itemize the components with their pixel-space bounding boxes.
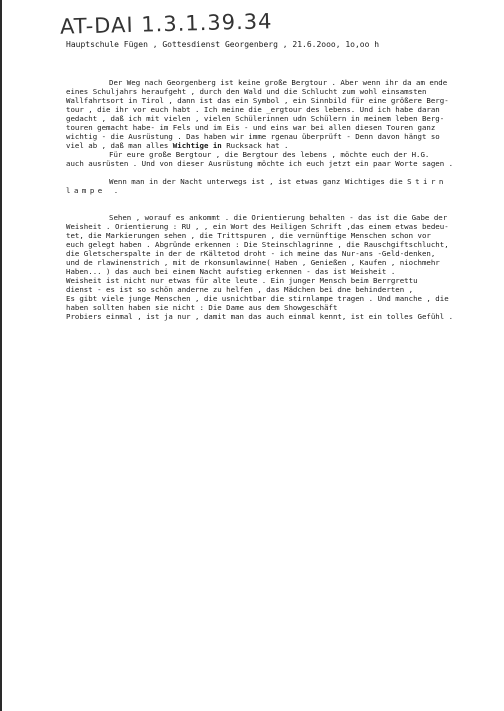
text-line: Der Weg nach Georgenberg ist keine große Bergtour . Aber wenn ihr da am ende: [109, 78, 448, 87]
bold-emphasis: Wichtige in: [172, 141, 222, 150]
text-line: [66, 177, 504, 186]
text-line: tet, die Markierungen sehen , die Trittspuren , die vernünftige Menschen schon vor: [66, 231, 431, 240]
text-line: Probiers einmal , ist ja nur , damit man das auch einmal kennt, ist ein tolles Gefühl .: [66, 312, 454, 321]
text-line: Es gibt viele junge Menschen , die usnichtbar die stirnlampe tragen . Und manche , die: [66, 294, 449, 303]
text-line: gedacht , daß ich mit vielen , vielen Schülerinnen udn Schülern in meinem leben Berg-: [66, 114, 445, 123]
text-line: die Gletscherspalte in der de rKältetod droht - ich meine das Nur-ans -Geld-denken,: [66, 249, 436, 258]
text-line: auch ausrüsten . Und von dieser Ausrüstung möchte ich euch jetzt ein paar Worte sagen .: [66, 159, 454, 168]
body-text: [66, 78, 504, 321]
text-line: wichtig - die Ausrüstung . Das haben wir imme rgenau überprüft - Denn davon hängt so: [66, 132, 440, 141]
text-line: touren gemacht habe- im Fels und im Eis - und eins war bei allen diesen Touren ganz: [66, 123, 436, 132]
document-header: Hauptschule Fügen , Gottesdienst Georgenberg , 21.6.2ooo, 1o,oo h: [66, 40, 380, 49]
archive-code: AT-DAI 1.3.1.39.34: [59, 9, 273, 39]
text-line: eines Schuljahrs heraufgeht , durch den Wald und die Schlucht zum wohl einsamsten: [66, 87, 427, 96]
text-line: euch gelegt haben . Abgründe erkennen : Die Steinschlagrinne , die Rauschgiftschlucht,: [66, 240, 449, 249]
text-line: tour , die ihr vor euch habt . Ich meine die _ergtour des lebens. Und ich habe daran: [66, 105, 440, 114]
text-line: Weisheit ist nicht nur etwas für alte leute . Ein junger Mensch beim Berrgrettu: [66, 276, 418, 285]
text-line: lampe .: [66, 186, 122, 195]
text-line: Weisheit . Orientierung : RU , , ein Wort des Heiligen Schrift ,das einem etwas bedeu-: [66, 222, 449, 231]
text-span: Wenn man in der Nacht unterwegs ist , ist etwas ganz Wichtiges die: [109, 177, 403, 186]
text-line: dienst - es ist so schön anderne zu helfen , das Mädchen bei dne behinderten ,: [66, 285, 414, 294]
text-line: Sehen , worauf es ankommt . die Orientierung behalten - das ist die Gabe der: [109, 213, 448, 222]
text-line: und de rlawinenstrich , mit de rkonsumlawinne( Haben , Genießen , Kaufen , niochmehr: [66, 258, 440, 267]
text-line: haben sollten haben sie nicht : Die Dame aus dem Showgeschäft: [66, 303, 338, 312]
page-edge-rule: [0, 0, 2, 711]
text-line: Haben... ) das auch bei einem Nacht aufstieg erkennen - das ist Weisheit .: [66, 267, 396, 276]
text-span: viel ab , daß man alles: [66, 141, 169, 150]
text-span: Rucksack hat .: [221, 141, 289, 150]
spaced-word: Stirn: [407, 177, 447, 186]
text-line: Wallfahrtsort in Tirol , dann ist das ein Symbol , ein Sinnbild für eine größere Berg-: [66, 96, 449, 105]
text-line: Für eure große Bergtour , die Bergtour des lebens , möchte euch der H.G.: [109, 150, 430, 159]
text-line: [66, 141, 504, 150]
